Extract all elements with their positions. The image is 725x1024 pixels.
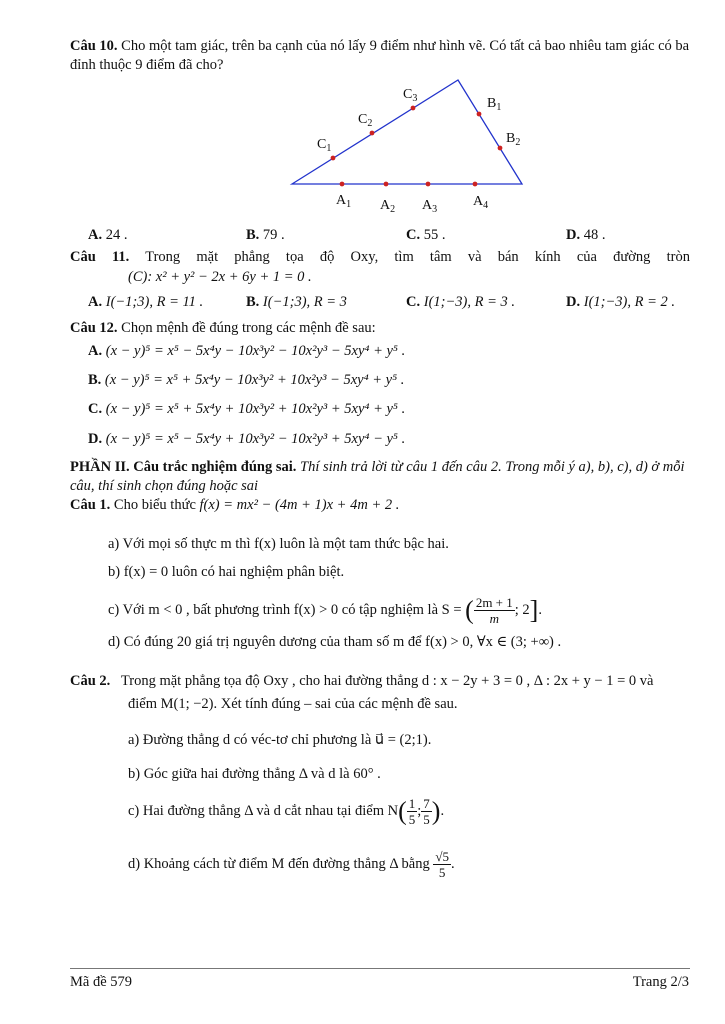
label-c2: $C_2$ (358, 112, 373, 129)
part-2-title: PHẦN II. Câu trắc nghiệm đúng sai. (70, 459, 297, 475)
p2q2-item-d[interactable]: d) Khoảng cách từ điểm M đến đường thẳng Δ bằng $\frac{√5}{5}$ . (128, 849, 455, 881)
label-a3: $A_3$ (422, 198, 438, 215)
label-a4: $A_4$ (473, 194, 489, 211)
label-c3: $C_3$ (403, 87, 418, 104)
question-11-label: Câu 11. (70, 249, 130, 265)
p2q1-item-c-text: c) Với m < 0 , bất phương trình f(x) > 0 có tập nghiệm là S = (108, 602, 462, 618)
fraction: $\frac{√5}{5}$ (435, 849, 449, 881)
option-b[interactable]: B. 79 . (246, 227, 285, 243)
question-11-text: Trong mặt phẳng tọa độ Oxy, tìm tâm và bán kính của đường tròn (145, 249, 690, 265)
question-10-label: Câu 10. (70, 38, 118, 54)
p2q2-item-a[interactable]: a) Đường thẳng d có véc-tơ chỉ phương là u⃗ = (2;1). (128, 732, 432, 748)
question-12 (70, 319, 690, 338)
fraction: $\frac{2m + 1}{m}$ (475, 595, 513, 627)
option-d[interactable]: D. 48 . (566, 227, 606, 243)
p2-question-2-label: Câu 2. (70, 673, 111, 689)
option-c[interactable]: C. I(1;−3), R = 3 . (406, 294, 515, 310)
page-number: Trang 2/3 (632, 974, 689, 990)
option-a[interactable]: A. I(−1;3), R = 11 . (88, 294, 204, 310)
fraction: $\frac{7}{5}$ (423, 796, 430, 828)
p2-question-1-label: Câu 1. (70, 497, 111, 513)
circle-equation: (C): x² + y² − 2x + 6y + 1 = 0 . (128, 269, 312, 285)
p2-question-1-expr: f(x) = mx² − (4m + 1)x + 4m + 2 . (199, 497, 400, 513)
point-b2 (498, 146, 503, 151)
option-c[interactable]: C. 55 . (406, 227, 446, 243)
q12-option-d[interactable]: D. (x − y)⁵ = x⁵ − 5x⁴y + 10x³y² − 10x²y³ + 5xy⁴ − y⁵ . (88, 431, 406, 447)
label-a1: $A_1$ (336, 193, 352, 210)
point-c3 (411, 106, 416, 111)
question-11 (70, 248, 690, 267)
question-12-label: Câu 12. (70, 320, 118, 336)
option-d[interactable]: D. I(1;−3), R = 2 . (566, 294, 675, 310)
part-2-instruction: Thí sinh trả lời từ câu 1 đến câu 2. Trong mỗi ý a), b), c), d) ở mỗi câu, thí sinh chọn đúng hoặc sai (70, 459, 685, 494)
point-a2 (384, 182, 389, 187)
p2-question-2 (70, 672, 690, 691)
q12-option-a[interactable]: A. (x − y)⁵ = x⁵ − 5x⁴y − 10x³y² − 10x²y³ − 5xy⁴ + y⁵ . (88, 343, 406, 359)
triangle-figure (280, 78, 540, 218)
p2q1-item-b[interactable]: b) f(x) = 0 luôn có hai nghiệm phân biệt. (108, 564, 345, 580)
point-a3 (426, 182, 431, 187)
fraction: $\frac{1}{5}$ (408, 796, 416, 828)
p2q1-item-a[interactable]: a) Với mọi số thực m thì f(x) luôn là một tam thức bậc hai. (108, 536, 449, 552)
p2-question-2-text: Trong mặt phẳng tọa độ Oxy , cho hai đường thẳng d : x − 2y + 3 = 0 , Δ : 2x + y − 1 = 0 và (120, 673, 654, 689)
point-c1 (331, 156, 336, 161)
q12-option-b[interactable]: B. (x − y)⁵ = x⁵ + 5x⁴y − 10x³y² + 10x²y³ − 5xy⁴ + y⁵ . (88, 372, 405, 388)
footer-divider (70, 968, 690, 969)
p2-question-1 (70, 496, 690, 515)
p2q2-item-c-text: c) Hai đường thẳng Δ và d cắt nhau tại điểm N (128, 803, 399, 819)
question-12-text: Chọn mệnh đề đúng trong các mệnh đề sau: (121, 320, 376, 336)
question-10 (70, 37, 690, 75)
point-a4 (473, 182, 478, 187)
label-a2: $A_2$ (380, 198, 396, 215)
p2q2-item-b[interactable]: b) Góc giữa hai đường thẳng Δ và d là 60° . (128, 766, 381, 782)
point-b1 (477, 112, 482, 117)
part-2-header (70, 458, 690, 496)
point-a1 (340, 182, 345, 187)
p2q2-item-d-text: d) Khoảng cách từ điểm M đến đường thẳng Δ bằng (128, 856, 430, 872)
question-10-text: Cho một tam giác, trên ba cạnh của nó lấy 9 điểm như hình vẽ. Có tất cả bao nhiêu tam giác có ba đỉnh thuộc 9 điểm đã cho? (70, 38, 690, 73)
option-a[interactable]: A. 24 . (88, 227, 128, 243)
label-b1: $B_1$ (487, 96, 502, 113)
point-c2 (370, 131, 375, 136)
p2-question-2-text2: điểm M(1; −2). Xét tính đúng – sai của các mệnh đề sau. (128, 696, 458, 712)
label-b2: $B_2$ (506, 131, 521, 148)
option-b[interactable]: B. I(−1;3), R = 3 (246, 294, 347, 310)
question-11-options (88, 294, 688, 314)
exam-code: Mã đề 579 (70, 974, 133, 990)
p2q1-item-c[interactable]: c) Với m < 0 , bất phương trình f(x) > 0 có tập nghiệm là S = ( $\frac{2m + 1}{m}$ ; 2]. (108, 595, 542, 627)
p2-question-1-text: Cho biểu thức (113, 497, 196, 513)
q12-option-c[interactable]: C. (x − y)⁵ = x⁵ + 5x⁴y + 10x³y² + 10x²y³ + 5xy⁴ + y⁵ . (88, 401, 406, 417)
label-c1: $C_1$ (317, 137, 332, 154)
p2q2-item-c[interactable]: c) Hai đường thẳng Δ và d cắt nhau tại điểm N( $\frac{1}{5}$ ; $\frac{7}{5}$ ). (128, 796, 445, 828)
question-10-options (88, 227, 688, 247)
p2q1-item-d[interactable]: d) Có đúng 20 giá trị nguyên dương của tham số m để f(x) > 0, ∀x ∈ (3; +∞) . (108, 634, 562, 650)
